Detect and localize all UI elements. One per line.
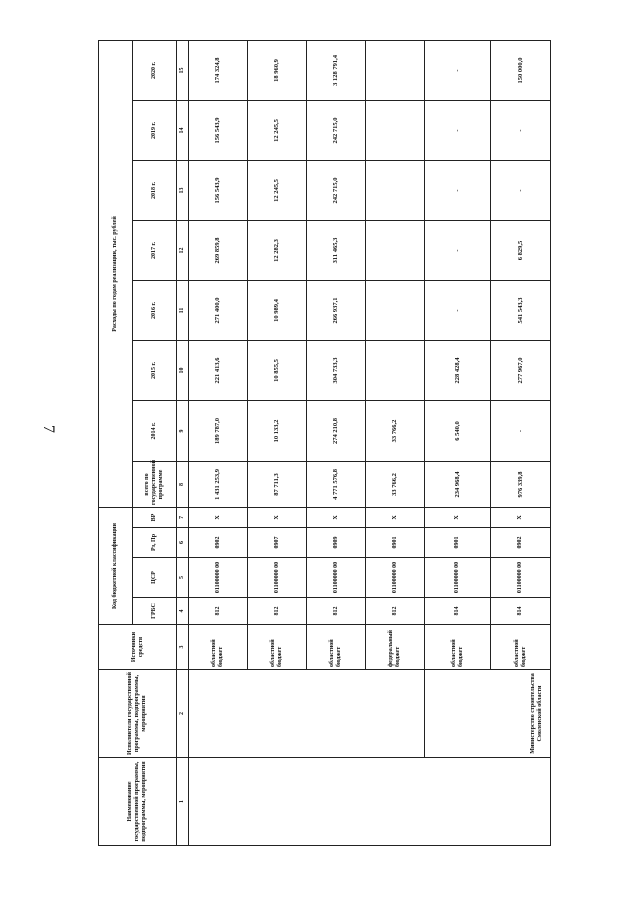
table-row [425,40,491,845]
y2017-cell: - [425,220,491,280]
header-rzpr: Рз, Пр [133,528,177,558]
column-number: 2 [177,670,189,758]
source-cell: областной бюджет [248,625,307,670]
table-row [189,40,248,845]
total-cell: 234 968,4 [425,461,491,507]
vr-cell: X [248,507,307,527]
column-number: 14 [177,100,189,160]
source-cell: федеральный бюджет [366,625,425,670]
y2014-cell: 274 210,8 [307,400,366,461]
rzpr-cell: 0901 [366,528,425,558]
y2017-cell: 269 859,8 [189,220,248,280]
column-number: 7 [177,507,189,527]
y2018-cell: 156 543,9 [189,160,248,220]
y2016-cell: 10 989,4 [248,280,307,340]
total-cell: 87 711,3 [248,461,307,507]
total-cell: 976 339,8 [491,461,551,507]
y2018-cell: - [425,160,491,220]
header-grbs: ГРБС [133,598,177,625]
y2017-cell: 311 465,3 [307,220,366,280]
source-cell: областной бюджет [491,625,551,670]
column-number: 5 [177,558,189,598]
y2016-cell: 271 400,0 [189,280,248,340]
total-cell: 4 771 576,8 [307,461,366,507]
y2020-cell: 3 128 791,4 [307,40,366,100]
header-name: Наименование государственной программы, подпрограммы, мероприятия [99,758,177,846]
vr-cell: X [491,507,551,527]
grbs-cell: 812 [248,598,307,625]
y2018-cell: 242 715,0 [307,160,366,220]
y2016-cell: 541 543,3 [491,280,551,340]
column-number: 6 [177,528,189,558]
csr-cell: 01100000 00 [189,558,248,598]
budget-table [98,40,551,846]
header-expenses: Расходы по годам реализации, тыс. рублей [99,40,133,507]
y2017-cell: 12 282,3 [248,220,307,280]
y2015-cell: 228 428,4 [425,340,491,400]
y2015-cell: 221 413,6 [189,340,248,400]
header-year-2014: 2014 г. [133,400,177,461]
rzpr-cell: 0901 [425,528,491,558]
y2020-cell: - [425,40,491,100]
y2014-cell: 33 766,2 [366,400,425,461]
csr-cell: 01100000 00 [366,558,425,598]
header-year-2019: 2019 г. [133,100,177,160]
source-cell: областной бюджет [425,625,491,670]
column-number-row [177,40,189,845]
y2014-cell: 189 787,0 [189,400,248,461]
y2020-cell [366,40,425,100]
y2018-cell: - [491,160,551,220]
page-number: 7 [40,425,57,433]
y2020-cell: 174 324,8 [189,40,248,100]
y2020-cell: 18 960,9 [248,40,307,100]
y2017-cell [366,220,425,280]
column-number: 11 [177,280,189,340]
column-number: 9 [177,400,189,461]
y2018-cell [366,160,425,220]
header-csr: ЦСР [133,558,177,598]
y2014-cell: 6 540,0 [425,400,491,461]
header-year-2020: 2020 г. [133,40,177,100]
grbs-cell: 814 [425,598,491,625]
column-number: 4 [177,598,189,625]
y2014-cell: - [491,400,551,461]
name-cell [189,758,551,846]
y2014-cell: 10 133,2 [248,400,307,461]
grbs-cell: 814 [491,598,551,625]
y2019-cell: - [491,100,551,160]
source-cell: областной бюджет [307,625,366,670]
column-number: 1 [177,758,189,846]
rzpr-cell: 0902 [189,528,248,558]
column-number: 3 [177,625,189,670]
csr-cell: 01100000 00 [425,558,491,598]
y2015-cell: 304 733,3 [307,340,366,400]
y2019-cell: 12 245,5 [248,100,307,160]
vr-cell: X [366,507,425,527]
rzpr-cell: 0907 [248,528,307,558]
vr-cell: X [307,507,366,527]
y2017-cell: 6 829,5 [491,220,551,280]
header-year-2016: 2016 г. [133,280,177,340]
y2016-cell [366,280,425,340]
header-year-2018: 2018 г. [133,160,177,220]
ministry-cell: Министерство строительства Смоленской области [425,670,551,758]
header-source: Источники средств [99,625,177,670]
header-total: всего по государственной программе [133,461,177,507]
column-number: 12 [177,220,189,280]
header-budget-code: Код бюджетной классификации [99,507,133,624]
rzpr-cell: 0909 [307,528,366,558]
column-number: 13 [177,160,189,220]
source-cell: областной бюджет [189,625,248,670]
executor-cell [189,670,425,758]
rzpr-cell: 0902 [491,528,551,558]
grbs-cell: 812 [189,598,248,625]
y2019-cell [366,100,425,160]
y2016-cell: 266 937,1 [307,280,366,340]
vr-cell: X [425,507,491,527]
y2015-cell [366,340,425,400]
y2015-cell: 277 967,0 [491,340,551,400]
header-vr: ВР [133,507,177,527]
csr-cell: 01100000 00 [248,558,307,598]
y2015-cell: 10 855,5 [248,340,307,400]
grbs-cell: 812 [366,598,425,625]
y2020-cell: 150 000,0 [491,40,551,100]
column-number: 10 [177,340,189,400]
total-cell: 1 431 253,9 [189,461,248,507]
y2016-cell: - [425,280,491,340]
y2019-cell: 242 715,0 [307,100,366,160]
y2019-cell: - [425,100,491,160]
grbs-cell: 812 [307,598,366,625]
y2018-cell: 12 245,5 [248,160,307,220]
column-number: 8 [177,461,189,507]
vr-cell: X [189,507,248,527]
csr-cell: 01100000 00 [491,558,551,598]
column-number: 15 [177,40,189,100]
header-year-2017: 2017 г. [133,220,177,280]
rotated-table-wrapper [98,41,550,846]
header-year-2015: 2015 г. [133,340,177,400]
csr-cell: 01100000 00 [307,558,366,598]
y2019-cell: 156 543,9 [189,100,248,160]
total-cell: 33 766,2 [366,461,425,507]
header-executor: Исполнители государственной программы, подпрограммы, мероприятия [99,670,177,758]
